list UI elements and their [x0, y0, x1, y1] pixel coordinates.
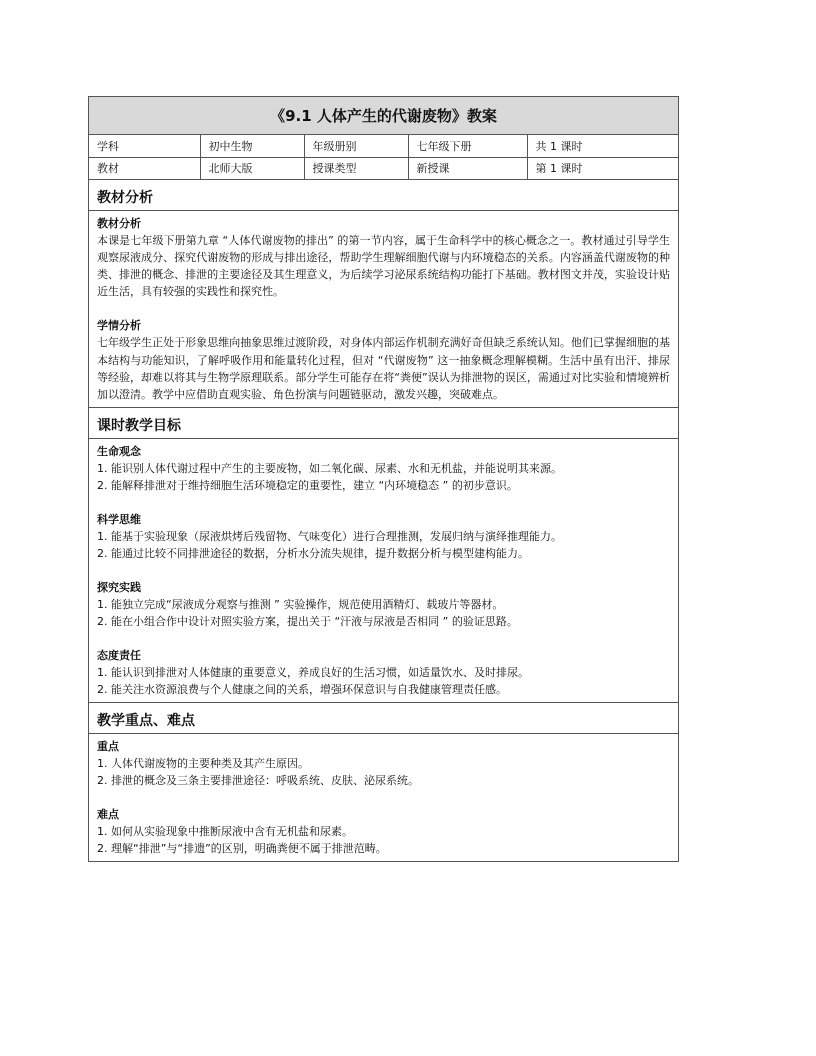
meta-cell: 北师大版: [200, 157, 304, 179]
analysis-section: [89, 180, 678, 409]
meta-table: [89, 135, 678, 180]
subsection-title: 生命观念: [97, 445, 141, 459]
list-item: 1. 如何从实验现象中推断尿液中含有无机盐和尿素。: [97, 825, 353, 839]
list-item: 2. 能在小组合作中设计对照实验方案，提出关于 “汗液与尿液是否相同 ” 的验证思路。: [97, 615, 518, 629]
subsection-title: 教材分析: [97, 216, 141, 230]
subsection-title: 态度责任: [97, 649, 141, 663]
meta-row: [89, 135, 678, 157]
meta-cell: 学科: [89, 135, 200, 157]
meta-cell: 教材: [89, 157, 200, 179]
lesson-plan-document: [88, 96, 679, 862]
section-divider: [89, 210, 678, 211]
keypoints-section: [89, 703, 678, 861]
list-item: 2. 排泄的概念及三条主要排泄途径：呼吸系统、皮肤、泌尿系统。: [97, 774, 419, 788]
meta-cell: 授课类型: [304, 157, 408, 179]
paragraph: 本课是七年级下册第九章 “人体代谢废物的排出” 的第一节内容，属于生命科学中的核心概念之一。教材通过引导学生观察尿液成分、探究代谢废物的形成与排出途径，帮助学生理解细胞代谢与内环境稳态的关系。内容涵盖代谢废物的种类、排泄的概念、排泄的主要途径及其生理意义，为后续学习泌尿系统结构功能打下基础。教材图文并茂，实验设计贴近生活，具有较强的实践性和探究性。: [97, 233, 670, 299]
meta-cell: 初中生物: [200, 135, 304, 157]
list-item: 2. 能解释排泄对于维持细胞生活环境稳定的重要性，建立 “内环境稳态 ” 的初步意识。: [97, 479, 518, 493]
list-item: 1. 能识别人体代谢过程中产生的主要废物，如二氧化碳、尿素、水和无机盐，并能说明其来源。: [97, 462, 562, 476]
section-heading: 教材分析: [97, 189, 153, 206]
meta-cell: 第 1 课时: [527, 157, 678, 179]
section-divider: [89, 733, 678, 734]
list-item: 2. 能关注水资源浪费与个人健康之间的关系，增强环保意识与自我健康管理责任感。: [97, 683, 507, 697]
meta-cell: 年级册别: [304, 135, 408, 157]
subsection-title: 探究实践: [97, 581, 141, 595]
subsection-title: 难点: [97, 808, 119, 822]
list-item: 2. 理解“排泄”与“排遗”的区别，明确粪便不属于排泄范畴。: [97, 842, 387, 856]
list-item: 1. 能认识到排泄对人体健康的重要意义，养成良好的生活习惯，如适量饮水、及时排尿。: [97, 666, 529, 680]
list-item: 1. 能基于实验现象（尿液烘烤后残留物、气味变化）进行合理推测，发展归纳与演绎推理能力。: [97, 530, 562, 544]
list-item: 2. 能通过比较不同排泄途径的数据，分析水分流失规律，提升数据分析与模型建构能力。: [97, 547, 529, 561]
document-title: 《9.1 人体产生的代谢废物》教案: [89, 97, 678, 135]
list-item: 1. 能独立完成“尿液成分观察与推测 ” 实验操作，规范使用酒精灯、载玻片等器材。: [97, 598, 504, 612]
subsection-title: 重点: [97, 740, 119, 754]
subsection-title: 学情分析: [97, 319, 141, 333]
section-divider: [89, 438, 678, 439]
section-heading: 教学重点、难点: [97, 713, 195, 730]
objectives-section: [89, 408, 678, 703]
meta-cell: 新授课: [408, 157, 527, 179]
paragraph: 七年级学生正处于形象思维向抽象思维过渡阶段，对身体内部运作机制充满好奇但缺乏系统认知。他们已掌握细胞的基本结构与功能知识，了解呼吸作用和能量转化过程，但对 “代谢废物” 这一抽象概念理解模糊。生活中虽有出汗、排尿等经验，却难以将其与生物学原理联系。部分学生可能存在将“粪便”误认为排泄物的误区，需通过对比实验和情境辨析加以澄清。教学中应借助直观实验、角色扮演与问题链驱动，激发兴趣，突破难点。: [97, 336, 670, 401]
list-item: 1. 人体代谢废物的主要种类及其产生原因。: [97, 757, 309, 771]
subsection-title: 科学思维: [97, 513, 141, 527]
section-heading: 课时教学目标: [97, 418, 181, 435]
meta-cell: 七年级下册: [408, 135, 527, 157]
meta-cell: 共 1 课时: [527, 135, 678, 157]
meta-row: [89, 157, 678, 179]
